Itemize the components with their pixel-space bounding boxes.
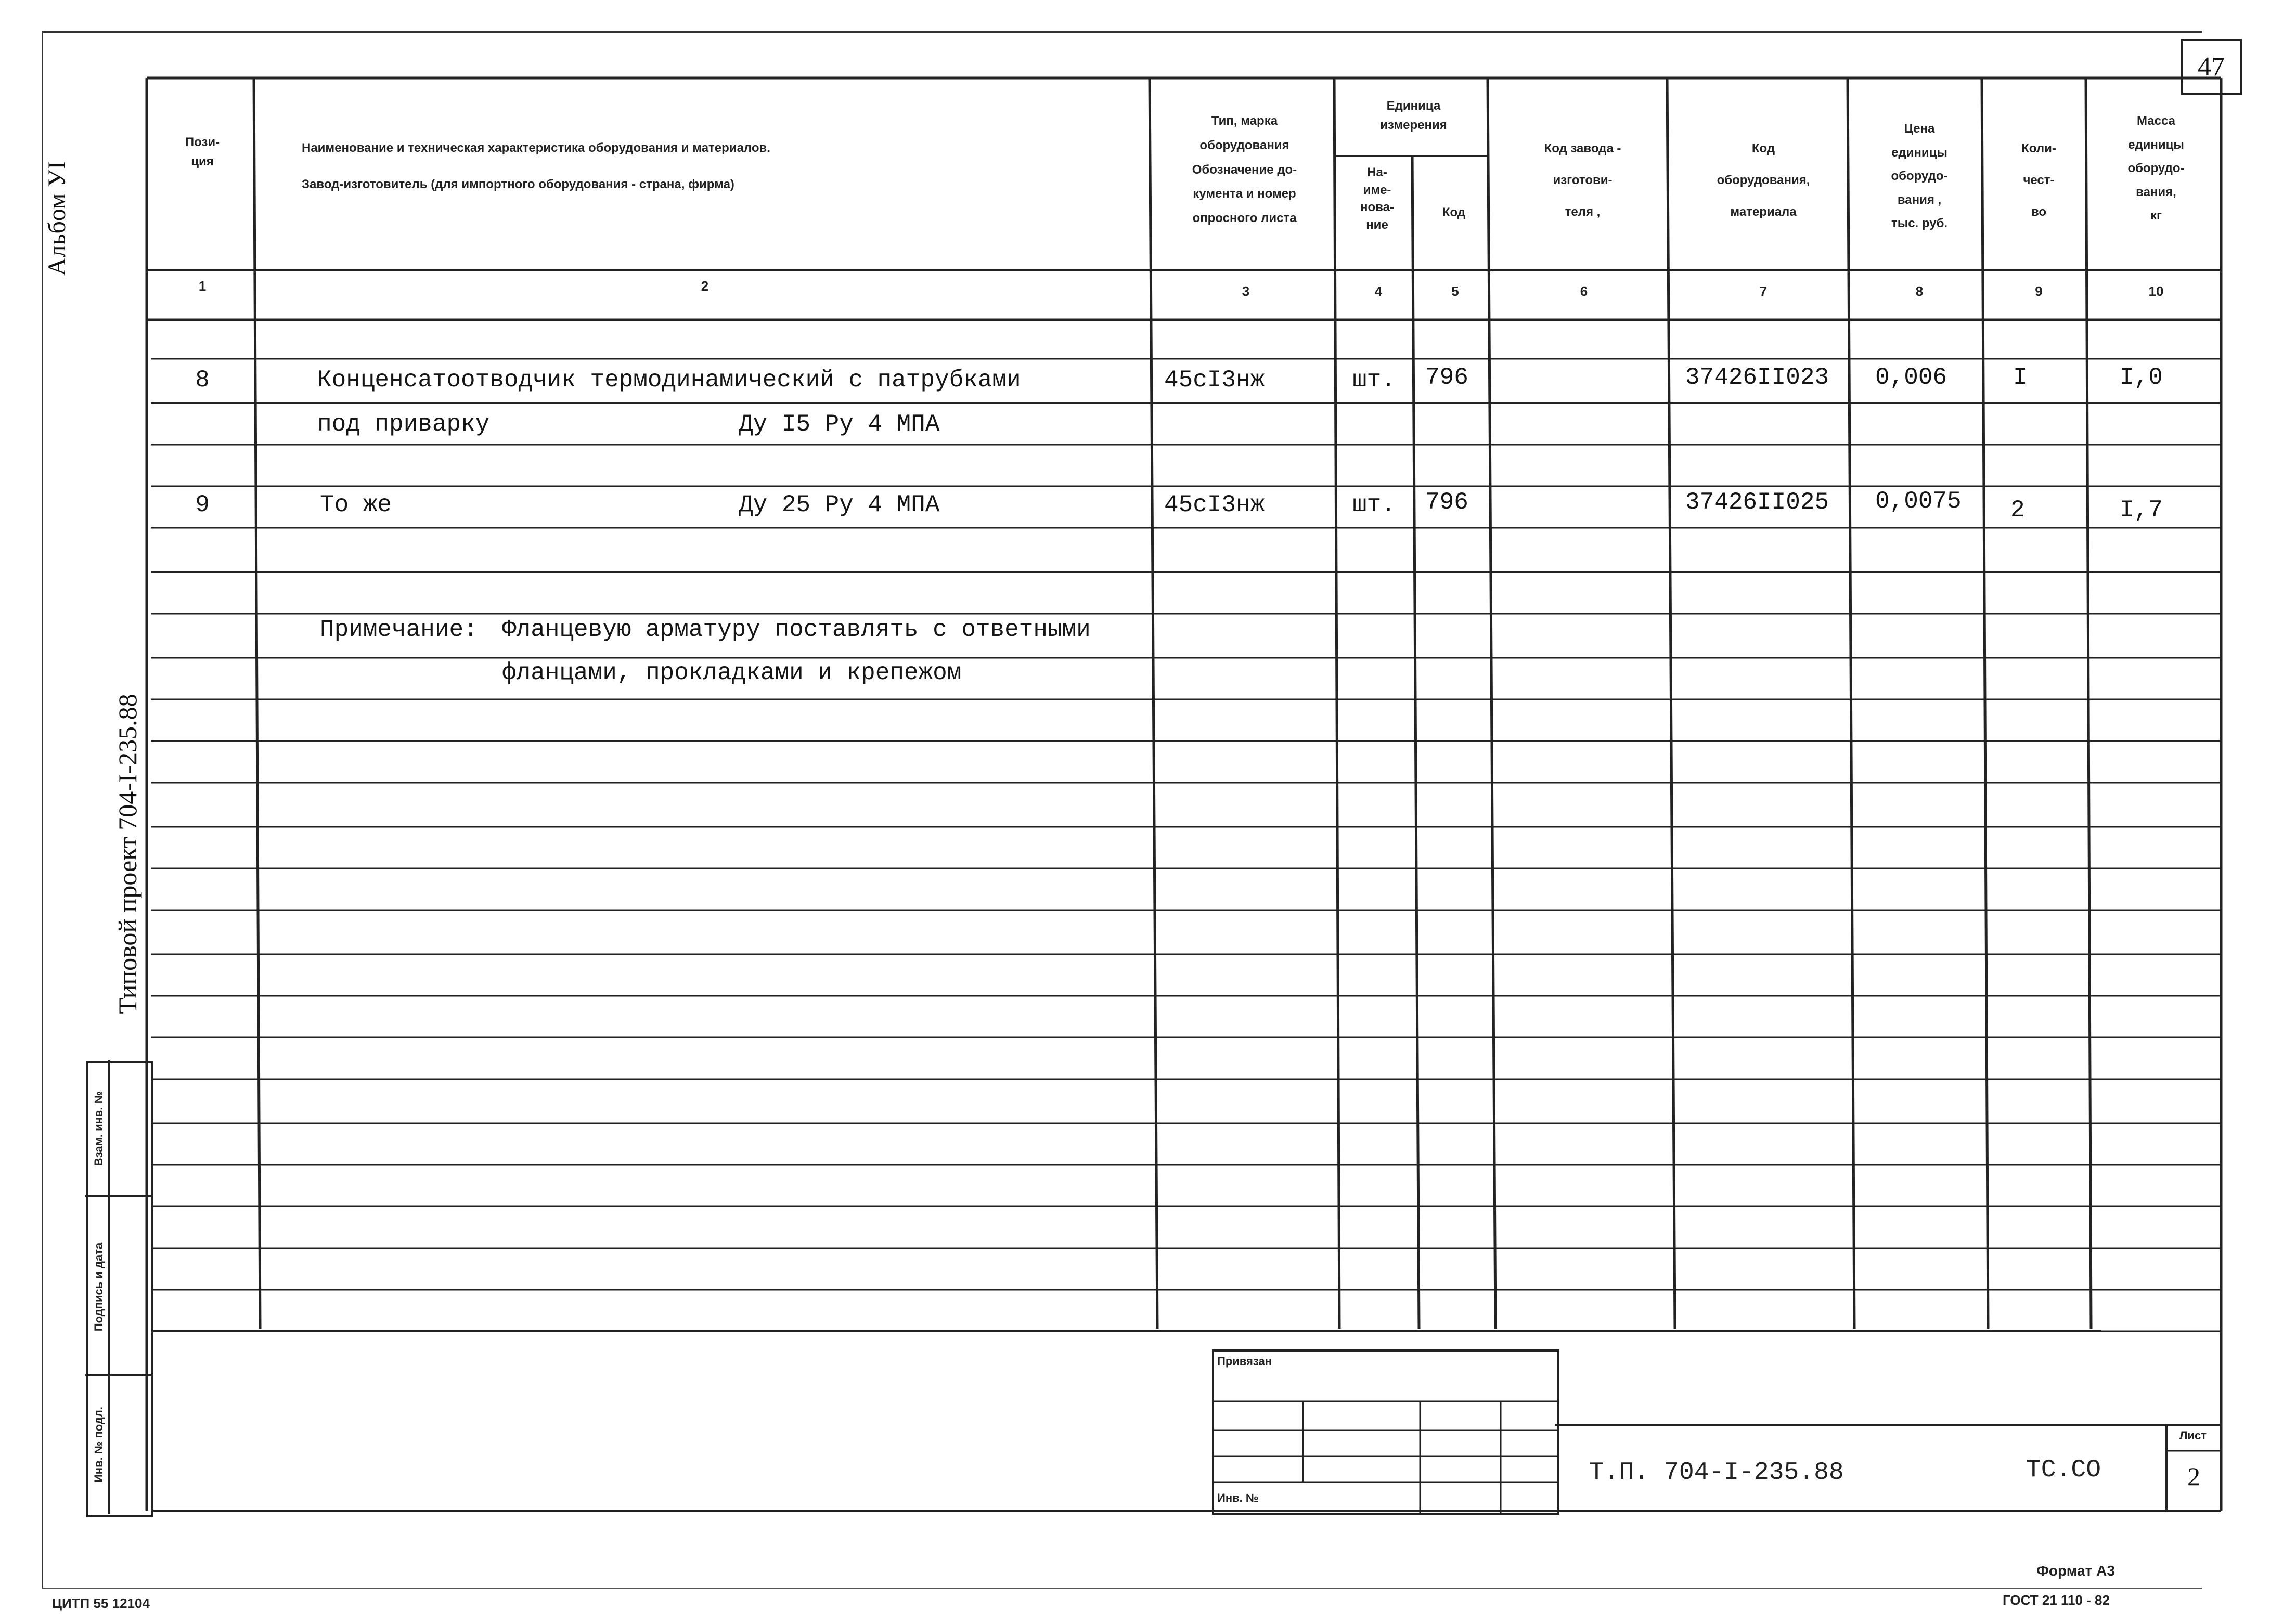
row9-name: То же — [320, 491, 392, 518]
col-number-2: 2 — [701, 278, 709, 294]
header-units: Единица измерения — [1380, 99, 1447, 133]
row9-unit-code: 796 — [1425, 489, 1468, 516]
album-label: Альбом УI — [43, 161, 71, 276]
sheet-value: 2 — [2187, 1462, 2200, 1491]
row8-unit-code: 796 — [1425, 364, 1468, 391]
header-col2: Наименование и техническая характеристика оборудования и материалов. Завод-изготовитель (для импортного оборудования - страна, фирма) — [302, 141, 770, 191]
designation: Т.П. 704-I-235.88 — [1589, 1459, 1844, 1487]
row8-material-code: 37426II023 — [1685, 364, 1829, 391]
format-label: Формат А3 — [2036, 1563, 2115, 1579]
col-number-1: 1 — [198, 278, 207, 294]
inv-no-label: Инв. № — [1217, 1491, 1259, 1504]
note-label: Примечание: — [320, 616, 478, 643]
row9-position: 9 — [195, 491, 210, 518]
row9-price: 0,0075 — [1875, 488, 1962, 515]
col-number-5: 5 — [1451, 283, 1459, 299]
row9-unit: шт. — [1352, 491, 1396, 518]
row8-name-line2: под приварку — [317, 411, 490, 438]
row9-type: 45сI3нж — [1164, 491, 1265, 518]
col-number-3: 3 — [1242, 283, 1250, 299]
header-col10: Масса единицы оборудо- вания, кг — [2127, 114, 2185, 223]
header-col1: Пози- ция — [185, 135, 220, 169]
note-line1: Фланцевую арматуру поставлять с ответными — [502, 616, 1091, 643]
col-number-8: 8 — [1915, 283, 1924, 299]
row8-position: 8 — [195, 367, 210, 394]
row8-spec: Ду I5 Ру 4 МПА — [739, 411, 940, 438]
row8-type: 45сI3нж — [1164, 367, 1265, 394]
header-col8: Цена единицы оборудо- вания , тыс. руб. — [1891, 122, 1948, 231]
row8-mass: I,0 — [2120, 364, 2163, 391]
col-number-6: 6 — [1580, 283, 1588, 299]
header-col5: Код — [1442, 205, 1466, 219]
row8-quantity: I — [2013, 364, 2028, 391]
note-line2: фланцами, прокладками и крепежом — [502, 659, 962, 686]
col-number-9: 9 — [2035, 283, 2043, 299]
stamp-inv-podl: Инв. № подл. — [92, 1407, 105, 1483]
col-number-4: 4 — [1374, 283, 1383, 299]
stamp-vzam: Взам. инв. № — [92, 1090, 105, 1166]
header-col3: Тип, марка оборудования Обозначение до- кумента и номер опросного листа — [1192, 114, 1297, 226]
sheet-number: 47 — [2198, 52, 2225, 82]
row9-material-code: 37426II025 — [1685, 489, 1829, 516]
header-col6: Код завода - изготови- теля , — [1544, 141, 1621, 219]
header-col9: Коли- чест- во — [2021, 141, 2056, 219]
sheet-label: Лист — [2179, 1429, 2207, 1442]
col-number-7: 7 — [1759, 283, 1768, 299]
row9-mass: I,7 — [2120, 497, 2163, 524]
doc-code: ТС.СО — [2026, 1456, 2101, 1484]
row9-quantity: 2 — [2010, 497, 2025, 524]
project-label: Типовой проект 704-I-235.88 — [113, 694, 142, 1014]
column-lines — [254, 78, 2091, 1329]
header-col4: На- име- нова- ние — [1360, 165, 1394, 232]
row9-spec: Ду 25 Ру 4 МПА — [739, 491, 940, 518]
stamp-podpis: Подпись и дата — [92, 1242, 105, 1332]
row8-unit: шт. — [1352, 367, 1396, 394]
privyazan-label: Привязан — [1217, 1355, 1272, 1368]
privyazan-grid — [1212, 1349, 1560, 1516]
cipher-code: ЦИТП 55 12104 — [52, 1595, 150, 1611]
row8-name: Конценсатоотводчик термодинамический с патрубками — [317, 367, 1021, 394]
col-number-10: 10 — [2148, 283, 2164, 299]
gost-label: ГОСТ 21 110 - 82 — [2003, 1592, 2110, 1608]
row8-price: 0,006 — [1875, 364, 1947, 391]
header-col7: Код оборудования, материала — [1717, 141, 1810, 219]
